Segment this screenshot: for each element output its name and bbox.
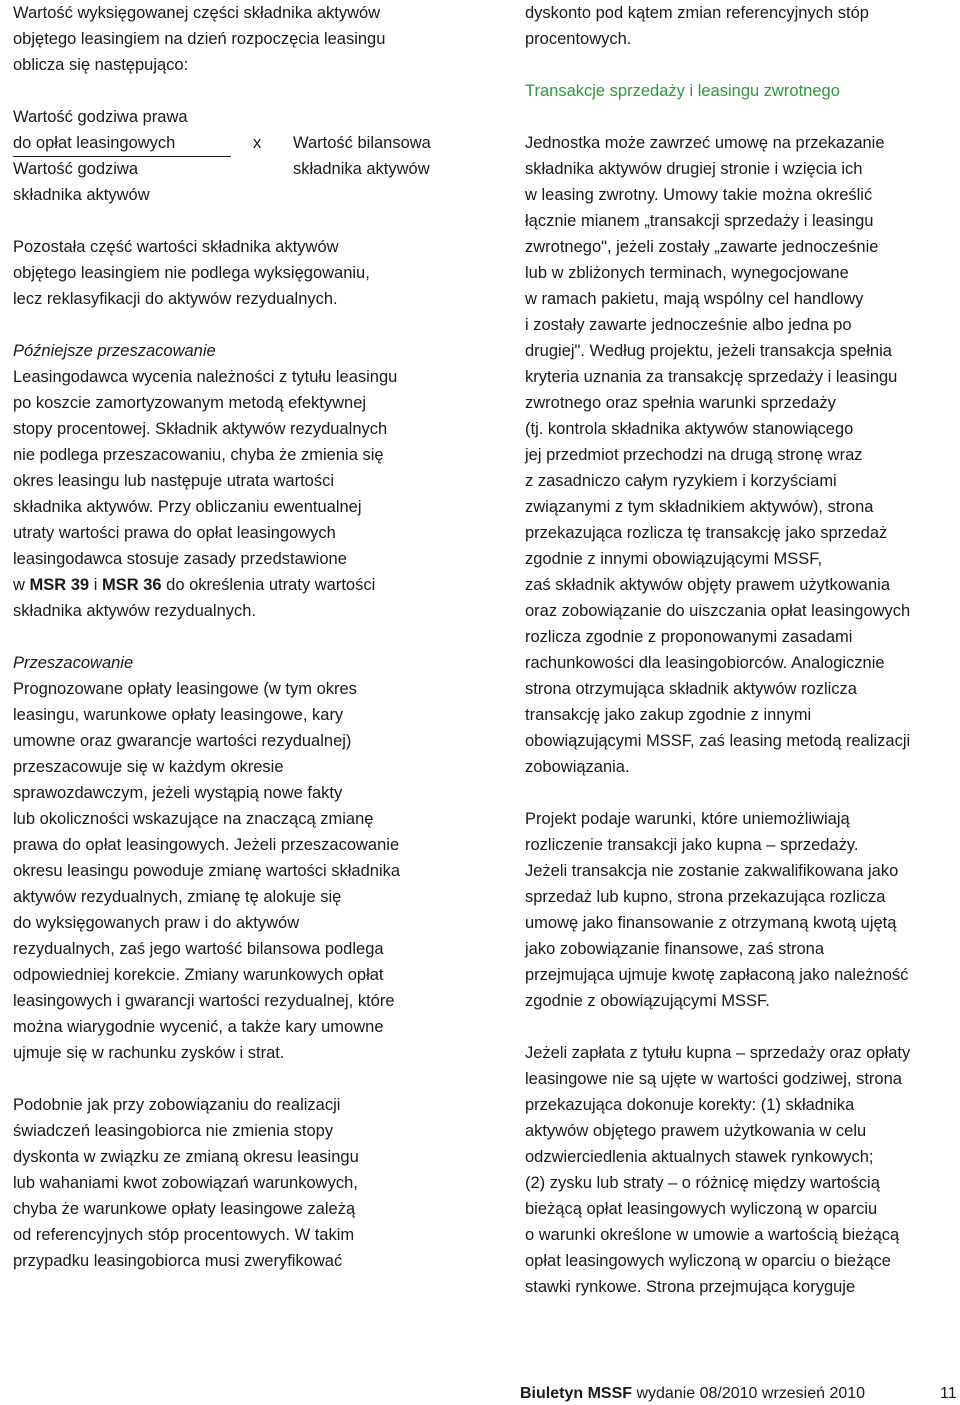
multiply-sign: x: [253, 134, 262, 152]
text-line: składnika aktywów rezydualnych.: [13, 602, 257, 620]
section-subsequent-remeasurement: [13, 338, 458, 624]
text-line: świadczeń leasingobiorca nie zmienia stopy: [13, 1122, 334, 1140]
text-line: składnika aktywów. Przy obliczaniu ewentualnej: [13, 498, 362, 516]
text-line: Pozostała część wartości składnika aktywów: [13, 238, 339, 256]
text-line: rezydualnych, zaś jego wartość bilansowa podlega: [13, 940, 384, 958]
text-line: składnika aktywów drugiej stronie i wzięcia ich: [525, 160, 863, 178]
formula-right: Wartość bilansowa: [293, 134, 431, 152]
text-line: okres leasingu lub następuje utrata wartości: [13, 472, 335, 490]
text-line: odpowiedniej korekcie. Zmiany warunkowych opłat: [13, 966, 384, 984]
text-line: (2) zysku lub straty – o różnicę między wartością: [525, 1174, 880, 1192]
page-number: 11: [940, 1385, 957, 1402]
text-line: ujmuje się w rachunku zysków i strat.: [13, 1044, 285, 1062]
section-remeasurement: [13, 650, 458, 1066]
adjustments-paragraph: [525, 1040, 960, 1300]
text-line: Jednostka może zawrzeć umowę na przekazanie: [525, 134, 885, 152]
text-line: nie podlega przeszacowaniu, chyba że zmienia się: [13, 446, 384, 464]
text-line: (tj. kontrola składnika aktywów stanowiącego: [525, 420, 854, 438]
text-line: [13, 572, 458, 598]
text-line: Wartość wyksięgowanej części składnika aktywów: [13, 4, 381, 22]
text-line: dyskonta w związku ze zmianą okresu leasingu: [13, 1148, 359, 1166]
text-line: Jeżeli zapłata z tytułu kupna – sprzedaży oraz opłaty: [525, 1044, 911, 1062]
continued-paragraph: [525, 0, 960, 52]
text-line: lub wahaniami kwot zobowiązań warunkowych,: [13, 1174, 358, 1192]
text-line: w leasing zwrotny. Umowy takie można określić: [525, 186, 873, 204]
text-line: jako zobowiązanie finansowe, zaś strona: [525, 940, 825, 958]
text-line: rozliczenie transakcji jako kupna – sprzedaży.: [525, 836, 859, 854]
standard-ref: MSR 36: [101, 576, 162, 594]
text-line: sprawozdawczym, jeżeli wystąpią nowe fakty: [13, 784, 343, 802]
formula-numerator: do opłat leasingowych: [13, 134, 176, 152]
text-line: zaś składnik aktywów objęty prawem użytkowania: [525, 576, 890, 594]
text-line: jej przedmiot przechodzi na drugą stronę wraz: [525, 446, 863, 464]
footer-brand: Biuletyn MSSF: [520, 1385, 633, 1402]
text-line: leasingowych i gwarancji wartości rezydualnej, które: [13, 992, 395, 1010]
formula-numerator: Wartość godziwa prawa: [13, 108, 188, 126]
right-column: [525, 0, 960, 1300]
text-line: sprzedaż lub kupno, strona przekazująca rozlicza: [525, 888, 886, 906]
text-line: objętego leasingiem nie podlega wyksięgowaniu,: [13, 264, 370, 282]
text-line: przejmująca ujmuje kwotę zapłaconą jako należność: [525, 966, 909, 984]
formula-denominator: składnika aktywów: [13, 186, 150, 204]
text-line: leasingodawca stosuje zasady przedstawione: [13, 550, 347, 568]
text-line: z zasadniczo całym ryzykiem i korzyściami: [525, 472, 837, 490]
text-line: stopy procentowej. Składnik aktywów rezydualnych: [13, 420, 388, 438]
text-line: utraty wartości prawa do opłat leasingowych: [13, 524, 336, 542]
text-line: zgodnie z obowiązującymi MSSF.: [525, 992, 770, 1010]
standard-ref: MSR 39: [29, 576, 90, 594]
text-line: przeszacowuje się w każdym okresie: [13, 758, 284, 776]
text-line: aktywów rezydualnych, zmianę tę alokuje się: [13, 888, 342, 906]
text-line: i zostały zawarte jednocześnie albo jedna po: [525, 316, 852, 334]
text-line: do wyksięgowanych praw i do aktywów: [13, 914, 300, 932]
section-title: Przeszacowanie: [13, 654, 134, 672]
sale-leaseback-paragraph: [525, 130, 960, 780]
text-line: odzwierciedlenia aktualnych stawek rynkowych;: [525, 1148, 874, 1166]
intro-paragraph: [13, 0, 458, 78]
formula: [13, 104, 458, 208]
text-line: strona otrzymująca składnik aktywów rozlicza: [525, 680, 857, 698]
text-line: można wiarygodnie wycenić, a także kary umowne: [13, 1018, 384, 1036]
text-line: bieżącą opłat leasingowych wyliczoną w oparciu: [525, 1200, 878, 1218]
left-column: [13, 0, 458, 1274]
text-line: kryteria uznania za transakcję sprzedaży i leasingu: [525, 368, 898, 386]
text-line: objętego leasingiem na dzień rozpoczęcia leasingu: [13, 30, 386, 48]
remaining-paragraph: [13, 234, 458, 312]
text-line: okresu leasingu powoduje zmianę wartości składnika: [13, 862, 401, 880]
text-part: do określenia utraty wartości: [161, 576, 376, 594]
text-line: związanymi z tym składnikiem aktywów), strona: [525, 498, 874, 516]
text-line: leasingu, warunkowe opłaty leasingowe, kary: [13, 706, 344, 724]
text-line: przekazująca dokonuje korekty: (1) składnika: [525, 1096, 855, 1114]
text-line: rachunkowości dla leasingobiorców. Analogicznie: [525, 654, 885, 672]
formula-denominator: Wartość godziwa: [13, 160, 139, 178]
discount-paragraph: [13, 1092, 458, 1274]
text-line: Leasingodawca wycenia należności z tytułu leasingu: [13, 368, 398, 386]
footer-edition: wydanie 08/2010 wrzesień 2010: [636, 1385, 866, 1402]
text-part: w: [13, 576, 30, 594]
section-title: Późniejsze przeszacowanie: [13, 342, 216, 360]
text-line: w ramach pakietu, mają wspólny cel handlowy: [525, 290, 864, 308]
text-line: łącznie mianem „transakcji sprzedaży i leasingu: [525, 212, 874, 230]
page-footer: [520, 1383, 960, 1405]
text-line: procentowych.: [525, 30, 632, 48]
section-heading: Transakcje sprzedaży i leasingu zwrotnego: [525, 82, 840, 100]
text-line: prawa do opłat leasingowych. Jeżeli przeszacowanie: [13, 836, 400, 854]
text-line: o warunki określone w umowie a wartością bieżącą: [525, 1226, 900, 1244]
conditions-paragraph: [525, 806, 960, 1014]
text-line: Prognozowane opłaty leasingowe (w tym okres: [13, 680, 357, 698]
text-line: rozlicza zgodnie z proponowanymi zasadami: [525, 628, 853, 646]
text-line: przekazująca rozlicza tę transakcję jako sprzedaż: [525, 524, 888, 542]
text-line: aktywów objętego prawem użytkowania w celu: [525, 1122, 867, 1140]
text-line: drugiej". Według projektu, jeżeli transakcja spełnia: [525, 342, 892, 360]
text-line: od referencyjnych stóp procentowych. W takim: [13, 1226, 355, 1244]
text-line: oblicza się następująco:: [13, 56, 189, 74]
text-line: zwrotnego", jeżeli zostały „zawarte jednocześnie: [525, 238, 879, 256]
text-part: i: [89, 576, 102, 594]
text-line: chyba że warunkowe opłaty leasingowe zależą: [13, 1200, 356, 1218]
text-line: stawki rynkowe. Strona przejmująca koryguje: [525, 1278, 856, 1296]
text-line: lecz reklasyfikacji do aktywów rezydualnych.: [13, 290, 338, 308]
text-line: obowiązującymi MSSF, zaś leasing metodą realizacji: [525, 732, 911, 750]
text-line: umowę jako finansowanie z otrzymaną kwotą ujętą: [525, 914, 897, 932]
text-line: po koszcie zamortyzowanym metodą efektywnej: [13, 394, 367, 412]
text-line: Jeżeli transakcja nie zostanie zakwalifikowana jako: [525, 862, 899, 880]
text-line: zobowiązania.: [525, 758, 630, 776]
text-line: lub okoliczności wskazujące na znaczącą zmianę: [13, 810, 374, 828]
text-line: Projekt podaje warunki, które uniemożliwiają: [525, 810, 850, 828]
text-line: umowne oraz gwarancje wartości rezydualnej): [13, 732, 352, 750]
text-line: dyskonto pod kątem zmian referencyjnych stóp: [525, 4, 869, 22]
text-line: oraz zobowiązanie do uiszczania opłat leasingowych: [525, 602, 911, 620]
text-line: lub w zbliżonych terminach, wynegocjowane: [525, 264, 849, 282]
text-line: transakcję jako zakup zgodnie z innymi: [525, 706, 812, 724]
text-line: przypadku leasingobiorca musi zweryfikować: [13, 1252, 343, 1270]
text-line: Podobnie jak przy zobowiązaniu do realizacji: [13, 1096, 341, 1114]
text-line: zwrotnego oraz spełnia warunki sprzedaży: [525, 394, 836, 412]
text-line: leasingowe nie są ujęte w wartości godziwej, strona: [525, 1070, 902, 1088]
text-line: opłat leasingowych wyliczoną w oparciu o bieżące: [525, 1252, 891, 1270]
formula-right: składnika aktywów: [293, 160, 430, 178]
text-line: zgodnie z innymi obowiązującymi MSSF,: [525, 550, 823, 568]
